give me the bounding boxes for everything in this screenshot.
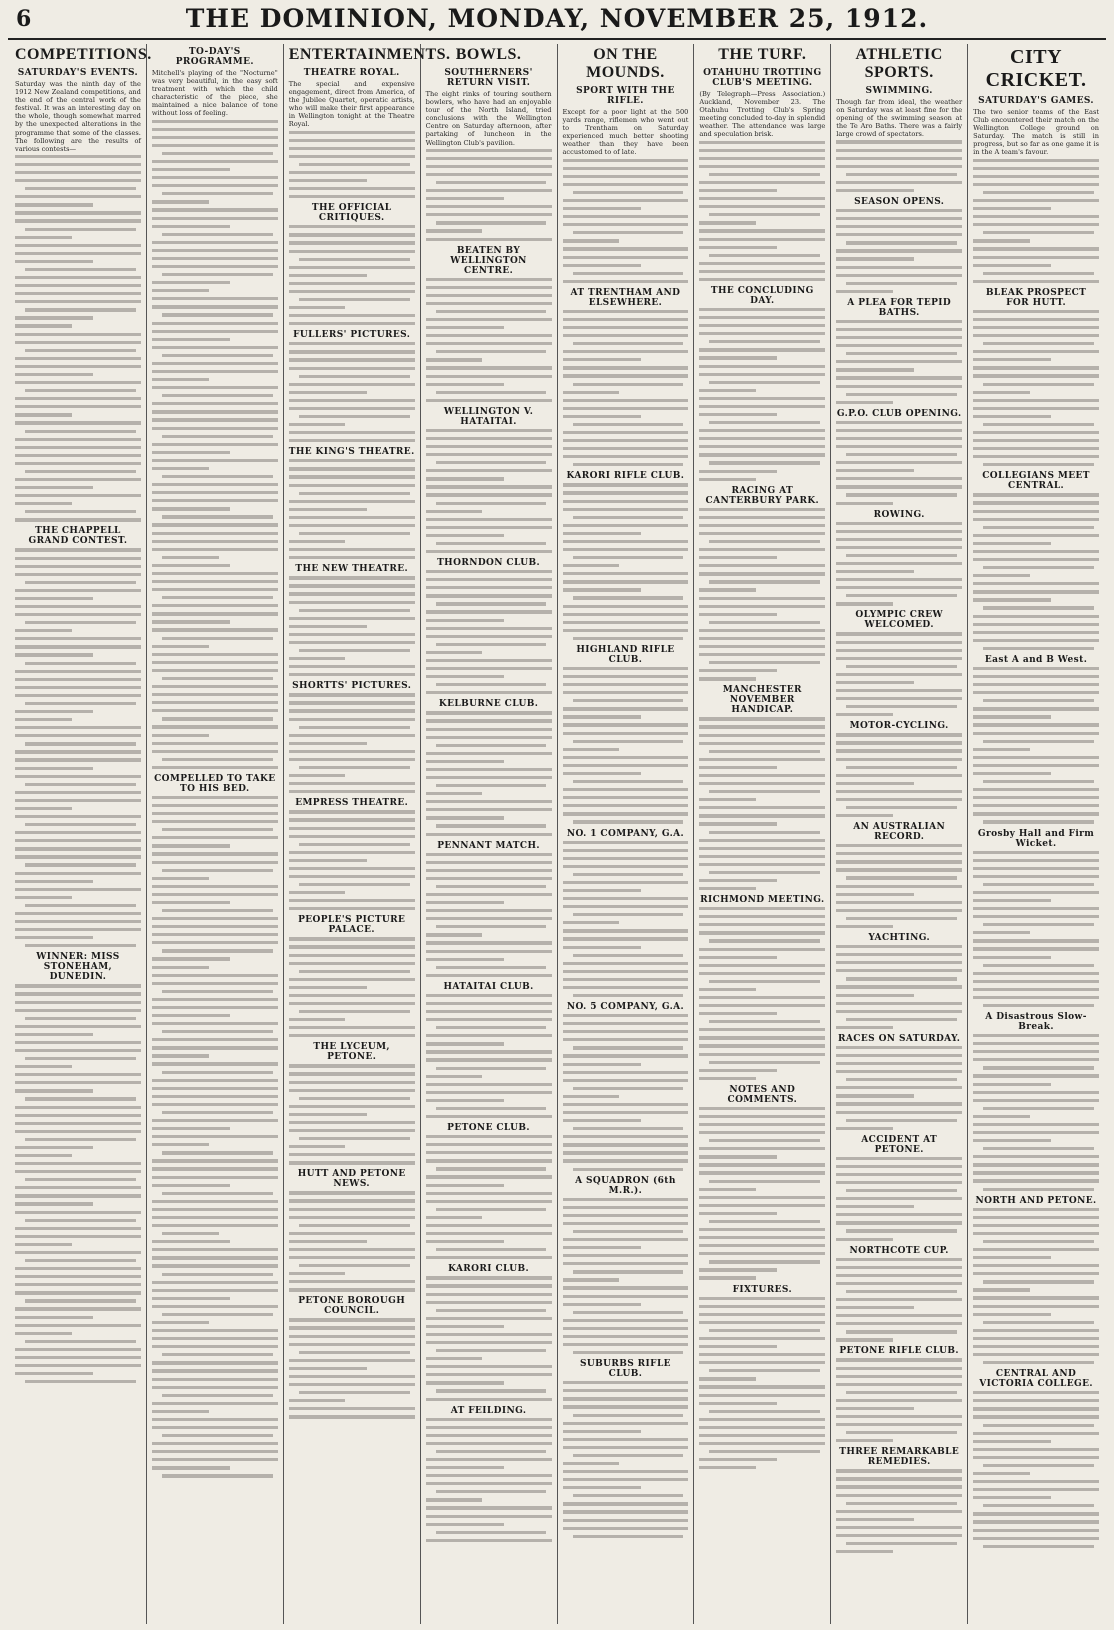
article-body-lines xyxy=(426,853,552,977)
sub-heading: ACCIDENT AT PETONE. xyxy=(861,1134,938,1155)
sub-heading: SEASON OPENS. xyxy=(854,197,945,208)
article-text: Except for a poor light at the 500 yards range, riflemen who went out to Trentham on Saturday experienced much better shooting weather than they have been accustomed to of late. xyxy=(562,108,689,157)
article-body-lines xyxy=(973,667,1099,824)
article-body-lines xyxy=(973,851,1099,1008)
sub-heading: THREE REMARKABLE REMEDIES. xyxy=(839,1447,960,1468)
sub-heading: THORNDON CLUB. xyxy=(437,558,541,569)
article-body-lines xyxy=(15,155,141,522)
sub-heading: FULLERS' PICTURES. xyxy=(293,330,411,341)
article-body-lines xyxy=(563,841,689,998)
sub-heading: CENTRAL AND VICTORIA COLLEGE. xyxy=(979,1369,1093,1390)
article-body-lines xyxy=(563,310,689,467)
article-body-lines xyxy=(836,1469,962,1553)
article-body-lines xyxy=(289,810,415,910)
sub-heading: RACING AT CANTERBURY PARK. xyxy=(705,485,820,506)
article-body-lines xyxy=(699,508,825,681)
column-4 xyxy=(421,44,558,1624)
sub-heading: East A and B West. xyxy=(984,654,1088,665)
column-5 xyxy=(558,44,695,1624)
sub-heading: THE NEW THEATRE. xyxy=(295,564,409,575)
sub-heading: KARORI RIFLE CLUB. xyxy=(566,471,685,482)
sub-heading: A SQUADRON (6th M.R.). xyxy=(575,1175,676,1196)
sub-heading: THE KING'S THEATRE. xyxy=(288,447,415,458)
article-body-lines xyxy=(15,984,141,1383)
article-body-lines xyxy=(563,159,689,283)
article-body-lines xyxy=(426,570,552,694)
sub-heading: THEATRE ROYAL. xyxy=(303,68,400,78)
sub-heading: PENNANT MATCH. xyxy=(437,840,540,851)
article-body-lines xyxy=(836,522,962,606)
sub-heading: NOTES AND COMMENTS. xyxy=(727,1084,798,1105)
article-body-lines xyxy=(699,308,825,481)
sub-heading: AT TRENTHAM AND ELSEWHERE. xyxy=(570,287,681,308)
sub-heading: MOTOR-CYCLING. xyxy=(849,721,949,732)
article-body-lines xyxy=(836,421,962,505)
sub-heading: PETONE CLUB. xyxy=(447,1123,530,1134)
article-body-lines xyxy=(836,945,962,1029)
article-body-lines xyxy=(289,576,415,676)
column-1 xyxy=(10,44,152,1624)
column-6 xyxy=(694,44,831,1624)
article-body-lines xyxy=(563,1014,689,1171)
sub-heading: Grosby Hall and Firm Wicket. xyxy=(977,828,1095,849)
section-heading: CITY CRICKET. xyxy=(985,46,1087,91)
article-body-lines xyxy=(289,1191,415,1291)
sub-heading: THE LYCEUM, PETONE. xyxy=(313,1042,390,1063)
article-body-lines xyxy=(563,667,689,824)
article-body-lines xyxy=(289,131,415,199)
article-body-lines xyxy=(836,844,962,928)
article-body-lines xyxy=(289,693,415,793)
column-3 xyxy=(284,44,451,1624)
sub-heading: MANCHESTER NOVEMBER HANDICAP. xyxy=(722,685,802,716)
sub-heading: KELBURNE CLUB. xyxy=(438,699,539,710)
column-2 xyxy=(147,44,284,1624)
article-body-lines xyxy=(426,1135,552,1259)
sub-heading: SATURDAY'S GAMES. xyxy=(978,96,1094,106)
article-body-lines xyxy=(973,310,1099,467)
article-body-lines xyxy=(699,907,825,1080)
sub-heading: WINNER: MISS STONEHAM, DUNEDIN. xyxy=(36,952,120,983)
sub-heading: AN AUSTRALIAN RECORD. xyxy=(853,822,946,843)
article-body-lines xyxy=(426,711,552,835)
section-heading: BOWLS. xyxy=(455,46,522,63)
sub-heading: SATURDAY'S EVENTS. xyxy=(17,68,139,78)
sub-heading: THE OFFICIAL CRITIQUES. xyxy=(311,203,392,224)
article-body-lines xyxy=(289,459,415,559)
article-body-lines xyxy=(973,493,1099,650)
article-body-lines xyxy=(289,1318,415,1418)
sub-heading: THE CHAPPELL GRAND CONTEST. xyxy=(28,526,128,547)
sub-heading: SUBURBS RIFLE CLUB. xyxy=(579,1359,671,1380)
article-body-lines xyxy=(973,1391,1099,1548)
article-body-lines xyxy=(836,733,962,817)
article-text: Saturday was the ninth day of the 1912 New Zealand competitions, and the end of the central work of the festival. It was an interesting day on the whole, though somewhat marred by the unexpected alterations in the programme that some of the classes. The following are the results of various contests— xyxy=(15,80,141,153)
column-7 xyxy=(831,44,968,1624)
article-body-lines xyxy=(973,1034,1099,1191)
article-body-lines xyxy=(836,1358,962,1442)
sub-heading: NO. 5 COMPANY, G.A. xyxy=(566,1002,685,1013)
article-body-lines xyxy=(836,632,962,716)
article-body-lines xyxy=(289,342,415,442)
column-8 xyxy=(968,44,1104,1624)
article-body-lines xyxy=(836,1046,962,1130)
article-text: (By Telegraph—Press Association.) Auckland, November 23. The Otahuhu Trotting Club's Spring meeting concluded to-day in splendid weather. The attendance was large and speculation brisk. xyxy=(699,90,826,139)
sub-heading: SHORTTS' PICTURES. xyxy=(292,681,412,692)
article-body-lines xyxy=(563,1198,689,1355)
article-body-lines xyxy=(836,320,962,404)
section-heading: COMPETITIONS. xyxy=(15,46,152,63)
article-text: Though far from ideal, the weather on Saturday was at least fine for the opening of the swimming season at the Te Aro Baths. There was a fairly large crowd of spectators. xyxy=(836,98,963,139)
article-body-lines xyxy=(289,937,415,1037)
section-heading: ON THE MOUNDS. xyxy=(586,46,665,81)
masthead xyxy=(8,4,1106,40)
sub-heading: RACES ON SATURDAY. xyxy=(838,1033,961,1044)
article-body-lines xyxy=(563,483,689,640)
sub-heading: OLYMPIC CREW WELCOMED. xyxy=(855,610,944,631)
sub-heading: FIXTURES. xyxy=(732,1284,792,1295)
article-body-lines xyxy=(699,1297,825,1470)
article-body-lines xyxy=(836,1157,962,1241)
paper-title: THE DOMINION, MONDAY, NOVEMBER 25, 1912. xyxy=(185,4,929,33)
article-text: The special and expensive engagement, direct from America, of the Jubilee Quartet, operatic artists, who will make their first appearance in Wellington tonight at the Theatre Royal. xyxy=(288,80,415,129)
article-body-lines xyxy=(152,120,278,769)
article-body-lines xyxy=(426,149,552,241)
sub-heading: RICHMOND MEETING. xyxy=(700,895,825,906)
page-number: 6 xyxy=(16,6,32,32)
sub-heading: HUTT AND PETONE NEWS. xyxy=(297,1169,406,1190)
sub-heading: NORTHCOTE CUP. xyxy=(849,1245,949,1256)
sub-heading: BEATEN BY WELLINGTON CENTRE. xyxy=(450,245,527,276)
sub-heading: YACHTING. xyxy=(868,933,931,944)
section-heading: ENTERTAINMENTS. xyxy=(288,46,451,63)
sub-heading: SWIMMING. xyxy=(865,86,933,96)
sub-heading: PETONE RIFLE CLUB. xyxy=(839,1346,959,1357)
article-body-lines xyxy=(289,1064,415,1164)
article-body-lines xyxy=(426,994,552,1118)
article-body-lines xyxy=(836,1258,962,1342)
sub-heading: THE CONCLUDING DAY. xyxy=(710,285,814,306)
sub-heading: TO-DAY'S PROGRAMME. xyxy=(175,47,254,67)
sub-heading: HIGHLAND RIFLE CLUB. xyxy=(576,644,675,665)
article-body-lines xyxy=(152,796,278,1478)
article-body-lines xyxy=(973,159,1099,283)
sub-heading: G.P.O. CLUB OPENING. xyxy=(836,408,962,419)
section-heading: ATHLETIC SPORTS. xyxy=(855,46,943,81)
sub-heading: SPORT WITH THE RIFLE. xyxy=(576,86,675,106)
sub-heading: WELLINGTON V. HATAITAI. xyxy=(443,406,534,427)
article-body-lines xyxy=(426,278,552,402)
article-body-lines xyxy=(973,1208,1099,1365)
section-heading: THE TURF. xyxy=(718,46,807,63)
article-body-lines xyxy=(426,429,552,553)
sub-heading: BLEAK PROSPECT FOR HUTT. xyxy=(985,287,1087,308)
article-body-lines xyxy=(15,548,141,947)
article-text: The two senior teams of the East Club encountered their match on the Wellington College ground on Saturday. The match is still in progress, but so far as one game it is in the A team's favour. xyxy=(973,108,1099,157)
article-body-lines xyxy=(699,717,825,890)
article-body-lines xyxy=(836,209,962,293)
article-body-lines xyxy=(563,1381,689,1538)
sub-heading: AT FEILDING. xyxy=(450,1405,527,1416)
article-body-lines xyxy=(699,141,825,282)
article-body-lines xyxy=(426,1276,552,1400)
sub-heading: NORTH AND PETONE. xyxy=(975,1195,1097,1206)
article-text: The eight rinks of touring southern bowlers, who have had an enjoyable tour of the North Island, tried conclusions with the Wellington Centre on Saturday afternoon, after partaking of luncheon in the Wellington Club's pavilion. xyxy=(425,90,552,147)
article-body-lines xyxy=(289,225,415,325)
article-body-lines xyxy=(699,1107,825,1280)
sub-heading: SOUTHERNERS' RETURN VISIT. xyxy=(444,68,533,88)
sub-heading: COLLEGIANS MEET CENTRAL. xyxy=(982,471,1090,492)
article-text: Mitchell's playing of the "Nocturne" was very beautiful, in the easy soft treatment with which the child characteristic of the piece, she maintained a nice balance of tone without loss of feeling. xyxy=(151,69,278,118)
sub-heading: OTAHUHU TROTTING CLUB'S MEETING. xyxy=(703,68,822,88)
columns-container xyxy=(10,44,1104,1624)
sub-heading: KARORI CLUB. xyxy=(448,1264,530,1275)
sub-heading: PETONE BOROUGH COUNCIL. xyxy=(298,1296,406,1317)
sub-heading: EMPRESS THEATRE. xyxy=(295,798,409,809)
sub-heading: A Disastrous Slow-Break. xyxy=(985,1012,1087,1033)
article-body-lines xyxy=(836,140,962,192)
sub-heading: HATAITAI CLUB. xyxy=(443,981,534,992)
article-body-lines xyxy=(426,1418,552,1542)
sub-heading: NO. 1 COMPANY, G.A. xyxy=(566,828,685,839)
sub-heading: COMPELLED TO TAKE TO HIS BED. xyxy=(154,773,276,794)
sub-heading: PEOPLE'S PICTURE PALACE. xyxy=(298,915,406,936)
sub-heading: A PLEA FOR TEPID BATHS. xyxy=(847,297,952,318)
sub-heading: ROWING. xyxy=(873,509,925,520)
